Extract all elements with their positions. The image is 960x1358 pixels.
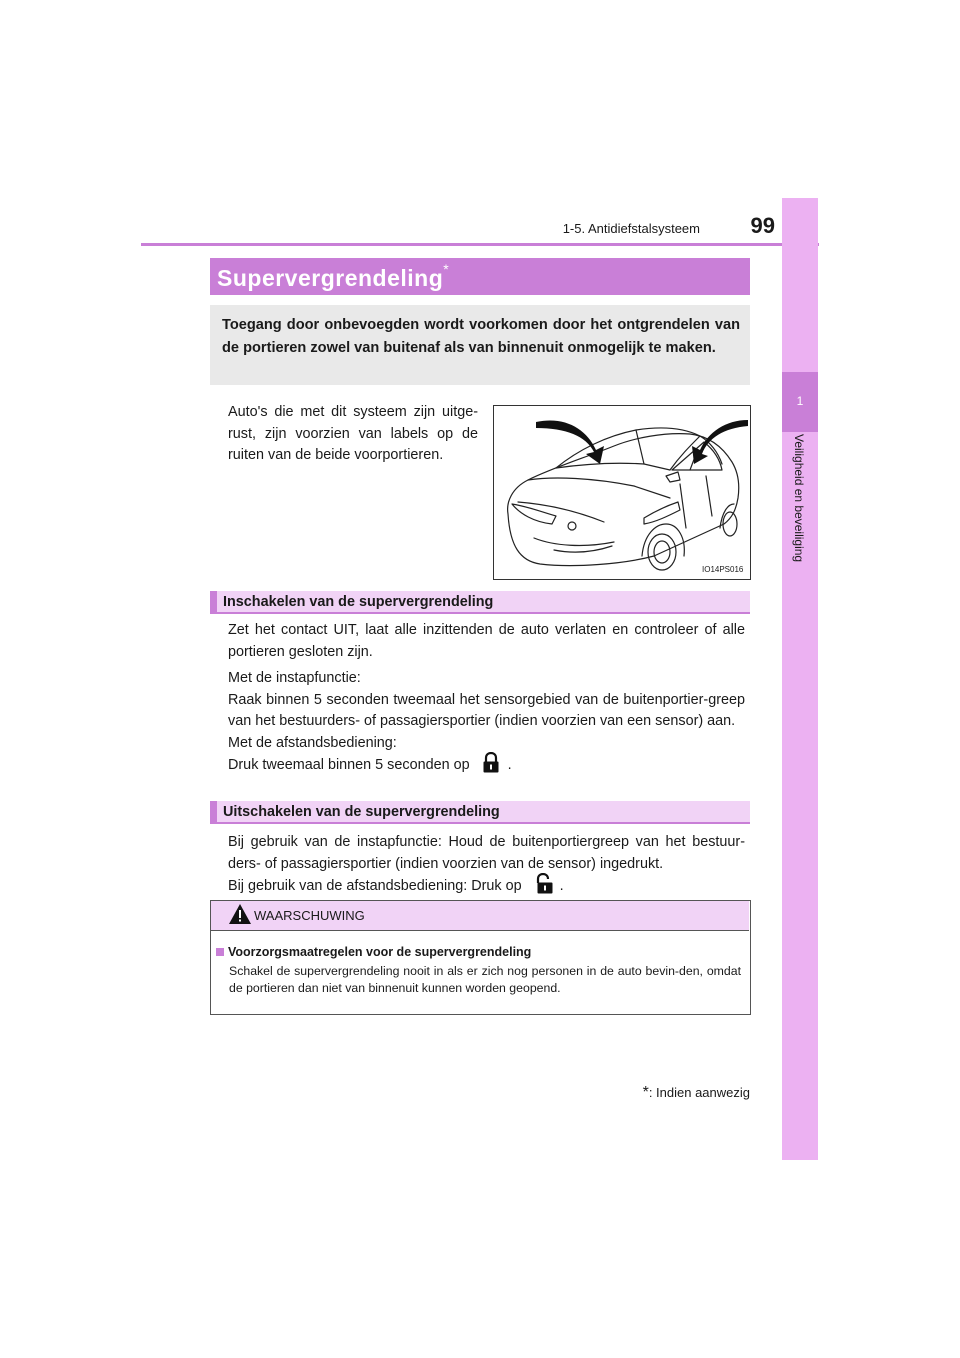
enable-heading-accent [210,591,217,613]
warning-triangle-icon [228,903,252,925]
footnote-text: : Indien aanwezig [648,1085,750,1100]
footnote-marker: * [642,1084,649,1101]
page-title-text: Supervergrendeling [217,265,444,291]
figure-code: IO14PS016 [702,565,744,574]
warning-body: Schakel de supervergrendeling nooit in als er zich nog personen in de auto bevin-den, omdat de portieren dan niet van binnenuit kunnen worden geopend. [229,964,741,995]
disable-instap: Bij gebruik van de instapfunctie: Houd de buitenportiergreep van het bestuur-ders- of passagiersportier (indien voorzien van de sensor) ingedrukt. [228,834,745,872]
section-label: 1-5. Antidiefstalsysteem [562,221,700,236]
footnote [560,1084,750,1102]
remote-label: Met de afstandsbediening: [228,734,397,751]
warning-title: WAARSCHUWING [254,908,365,923]
title-footnote-marker: * [443,261,450,277]
disable-remote-text: Bij gebruik van de afstandsbediening: Druk op [228,877,522,894]
unlock-icon [526,873,560,895]
instap-instruction: Raak binnen 5 seconden tweemaal het sensorgebied van de buitenportier-greep van het bestuurders- of passagiersportier (indien voorzien van een sensor) aan. [228,691,745,729]
chapter-title-text: Veiligheid en beveiliging [792,434,806,563]
remote-instruction-end: . [507,756,512,773]
enable-paragraph: Zet het contact UIT, laat alle inzittenden de auto verlaten en controleer of alle portieren gesloten zijn. [228,622,745,660]
warning-heading-text: Voorzorgsmaatregelen voor de supervergrendeling [228,945,532,959]
lock-icon [474,752,508,774]
remote-instruction [228,754,745,776]
enable-heading: Inschakelen van de supervergrendeling [223,594,494,610]
car-description: Auto's die met dit systeem zijn uitge-rust, zijn voorzien van labels op de ruiten van de beide voorportieren. [228,404,478,463]
page-number: 99 [750,213,775,238]
car-illustration [493,405,751,580]
intro-text: Toegang door onbevoegden wordt voorkomen door het ontgrendelen van de portieren zowel van buitenaf als van binnenuit onmogelijk te maken. [222,317,740,356]
disable-heading: Uitschakelen van de supervergrendeling [223,804,500,820]
chapter-title [790,434,810,634]
disable-remote [228,875,745,897]
header-rule [141,243,819,246]
chapter-number: 1 [796,394,804,408]
warning-bullet-icon [216,948,224,956]
car-drawing [494,406,750,579]
disable-heading-rule [210,822,750,824]
enable-instructions [228,668,745,776]
disable-remote-end: . [559,877,564,894]
page-title [217,261,450,292]
remote-instruction-text: Druk tweemaal binnen 5 seconden op [228,756,470,773]
warning-heading [216,945,531,959]
instap-label: Met de instapfunctie: [228,670,361,686]
enable-heading-rule [210,612,750,614]
side-tab [782,198,818,1160]
disable-heading-accent [210,801,217,823]
disable-instructions [228,832,745,897]
